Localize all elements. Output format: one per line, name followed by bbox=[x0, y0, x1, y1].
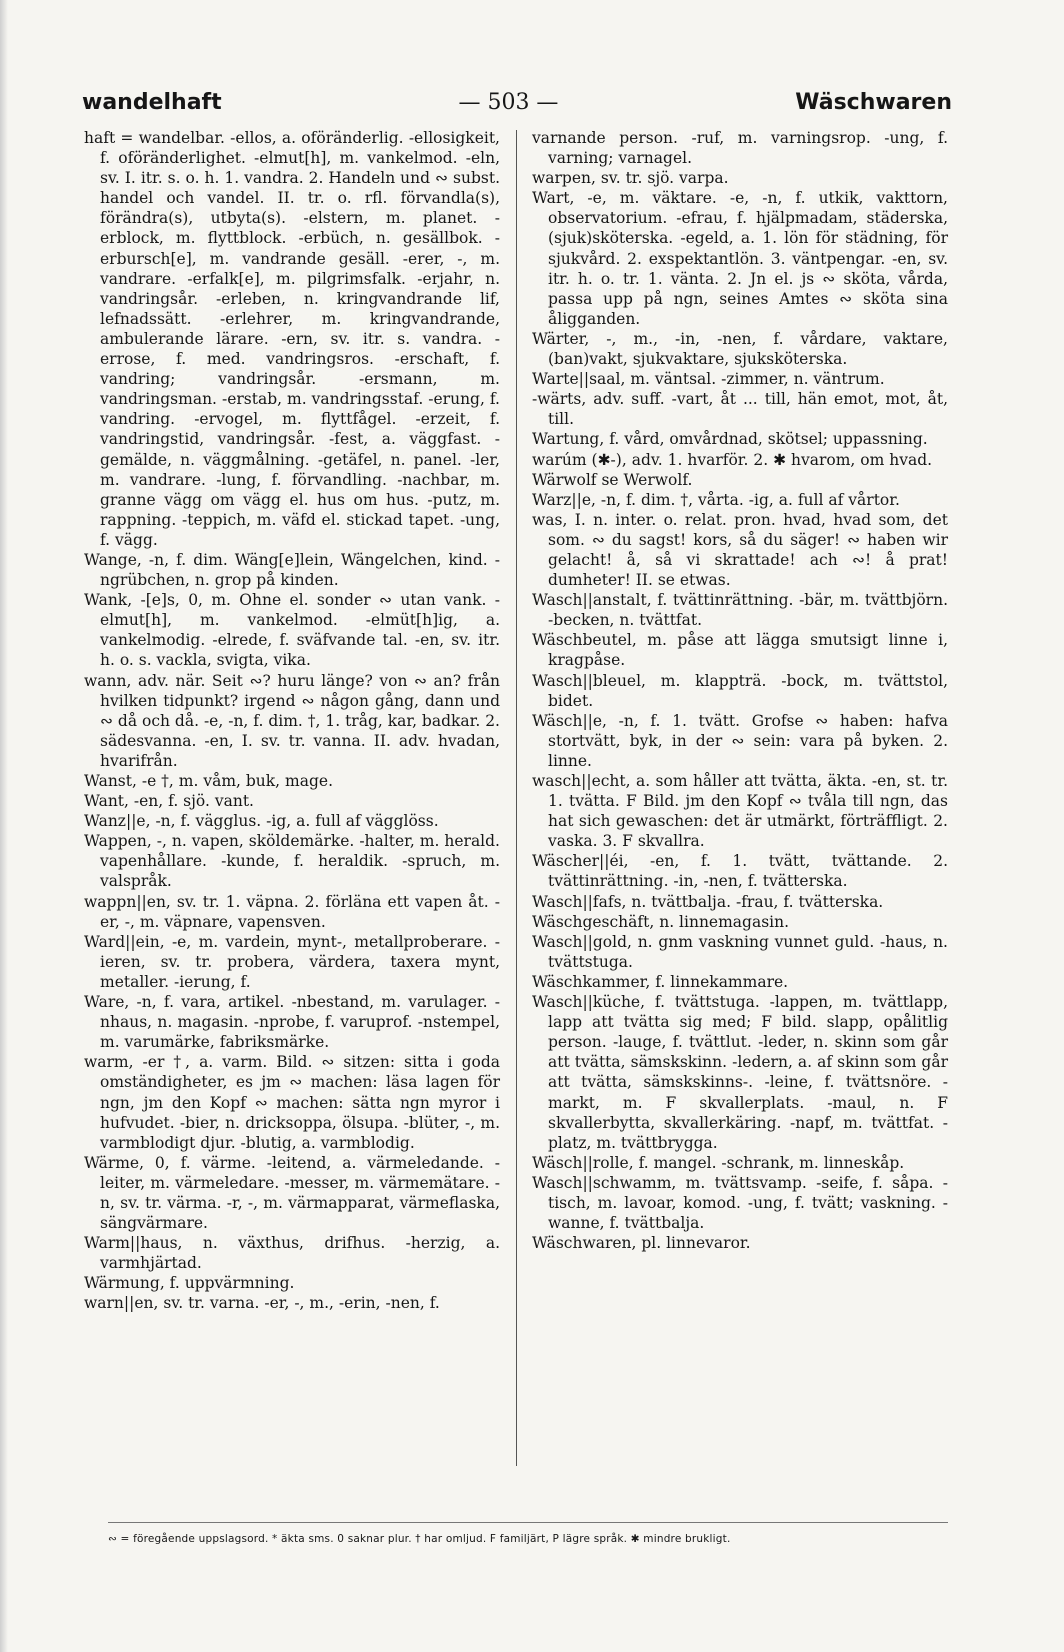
dictionary-entry: varnande person. -ruf, m. varningsrop. -ung, f. varning; varnagel. bbox=[532, 129, 948, 168]
dictionary-entry: haft = wandelbar. -ellos, a. oföränderlig. -ellosigkeit, f. oföränderlighet. -elmut[h], m. vankelmod. -eln, sv. I. itr. s. o. h. 1. vandra. 2. Handeln und ∾ subst. handel och vandel. II. tr. o. rfl. förvandla(s), förändra(s), utbyta(s). -elstern, m. planet. -erblock, m. flyttblock. -erbüch, n. gesällbok. -erbursch[e], m. vandrande gesäll. -erer, -, m. vandrare. -erfalk[e], m. pilgrimsfalk. -erjahr, n. vandringsår. -erleben, n. kringvandrande lif, lefnadssätt. -erlehrer, m. kringvandrande, ambulerande lärare. -ern, sv. itr. s. vandra. -errose, f. med. vandringsros. -erschaft, f. vandring; vandringsår. -ersmann, m. vandringsman. -erstab, m. vandringsstaf. -erung, f. vandring. -ervogel, m. flyttfågel. -erzeit, f. vandringstid, vandringsår. -fest, a. väggfast. -gemälde, n. väggmålning. -getäfel, n. panel. -ler, m. vandrare. -lung, f. förvandling. -nachbar, m. granne vägg om vägg el. hus om hus. -putz, m. rappning. -teppich, m. väfd el. stickad tapet. -ung, f. vägg. bbox=[84, 129, 500, 549]
dictionary-entry: Wärwolf se Werwolf. bbox=[532, 470, 693, 489]
dictionary-entry: wasch||echt, a. som håller att tvätta, äkta. -en, st. tr. 1. tvätta. F Bild. jm den Kopf ∾ tvåla till ngn, das hat sich gewaschen: det är utmärkt, förträffligt. 2. vaska. 3. F skvallra. bbox=[532, 772, 948, 851]
dictionary-entry: Wappen, -, n. vapen, sköldemärke. -halter, m. herald. vapenhållare. -kunde, f. heraldik. -spruch, m. valspråk. bbox=[84, 832, 500, 891]
dictionary-entry: warúm (✱-), adv. 1. hvarför. 2. ✱ hvarom, om hvad. bbox=[532, 450, 933, 469]
dictionary-entry: Wäschkammer, f. linnekammare. bbox=[532, 972, 789, 991]
dictionary-entry: Wank, -[e]s, 0, m. Ohne el. sonder ∾ utan vank. -elmut[h], m. vankelmod. -elmüt[h]ig, a. vankelmodig. -elrede, f. sväfvande tal. -en, sv. itr. h. o. s. vackla, svigta, vika. bbox=[84, 591, 500, 670]
page-edge bbox=[0, 0, 8, 1652]
dictionary-entry: warn||en, sv. tr. varna. -er, -, m., -erin, -nen, f. bbox=[84, 1294, 440, 1313]
dictionary-entry: Want, -en, f. sjö. vant. bbox=[84, 792, 254, 811]
dictionary-entry: Wäschwaren, pl. linnevaror. bbox=[532, 1234, 751, 1253]
page-header bbox=[82, 82, 952, 122]
dictionary-entry: Wanst, -e †, m. våm, buk, mage. bbox=[84, 772, 333, 790]
dictionary-entry: wann, adv. när. Seit ∾? huru länge? von ∾ an? från hvilken tidpunkt? irgend ∾ någon gång, dann und ∾ då och då. -e, -n, f. dim. †, 1. tråg, kar, badkar. 2. sädesvanna. -en, I. sv. tr. vanna. II. adv. hvadan, hvarifrån. bbox=[84, 671, 500, 770]
dictionary-entry: Wart, -e, m. väktare. -e, -n, f. utkik, vakttorn, observatorium. -efrau, f. hjälpmadam, städerska, (sjuk)sköterska. -egeld, a. 1. lön för städning, för sjukvård. 2. exspektantlön. 3. väntpengar. -en, sv. itr. h. o. tr. 1. vänta. 2. Jn el. js ∾ sköta, vårda, passa upp på ngn, seines Amtes ∾ sköta sina åligganden. bbox=[532, 189, 948, 328]
dictionary-entry: Wärmung, f. uppvärmning. bbox=[84, 1274, 295, 1293]
dictionary-entry: wappn||en, sv. tr. 1. väpna. 2. förläna ett vapen åt. -er, -, m. väpnare, vapensven. bbox=[84, 892, 500, 931]
dictionary-entry: Warm||haus, n. växthus, drifhus. -herzig, a. varmhjärtad. bbox=[84, 1234, 500, 1273]
dictionary-entry: Wasch||gold, n. gnm vaskning vunnet guld. -haus, n. tvättstuga. bbox=[532, 932, 948, 971]
column-divider bbox=[516, 130, 517, 1466]
dictionary-entry: Wärme, 0, f. värme. -leitend, a. värmeledande. -leiter, m. värmeledare. -messer, m. värmemätare. -n, sv. tr. värma. -r, -, m. värmapparat, värmeflaska, sängvärmare. bbox=[84, 1153, 500, 1233]
dictionary-columns bbox=[84, 128, 952, 1468]
dictionary-entry: Wärter, -, m., -in, -nen, f. vårdare, vaktare, (ban)vakt, sjukvaktare, sjuksköterska. bbox=[532, 329, 948, 369]
abbreviation-legend: ∾ = föregående uppslagsord. * äkta sms. 0 saknar plur. † har omljud. F familjärt, P lägre språk. ✱ mindre brukligt. bbox=[108, 1522, 948, 1545]
dictionary-entry: Wäscher||éi, -en, f. 1. tvätt, tvättande. 2. tvättinrättning. -in, -nen, f. tvätterska. bbox=[532, 852, 948, 891]
header-last-word: Wäschwaren bbox=[795, 89, 952, 115]
dictionary-entry: Ward||ein, -e, m. vardein, mynt-, metallproberare. -ieren, sv. tr. probera, värdera, taxera mynt, metaller. -ierung, f. bbox=[84, 932, 500, 991]
dictionary-entry: Wasch||fafs, n. tvättbalja. -frau, f. tvätterska. bbox=[532, 892, 884, 911]
dictionary-entry: Wasch||anstalt, f. tvättinrättning. -bär, m. tvättbjörn. -becken, n. tvättfat. bbox=[532, 591, 948, 630]
left-column bbox=[84, 128, 500, 1468]
dictionary-entry: Ware, -n, f. vara, artikel. -nbestand, m. varulager. -nhaus, n. magasin. -nprobe, f. varuprof. -nstempel, m. varumärke, fabriksmärke. bbox=[84, 993, 500, 1052]
dictionary-entry: Warte||saal, m. väntsal. -zimmer, n. väntrum. bbox=[532, 370, 885, 389]
dictionary-entry: Warz||e, -n, f. dim. †, vårta. -ig, a. full af vårtor. bbox=[532, 490, 900, 509]
dictionary-entry: Wäschgeschäft, n. linnemagasin. bbox=[532, 912, 790, 931]
dictionary-entry: Wasch||schwamm, m. tvättsvamp. -seife, f. såpa. -tisch, m. lavoar, komod. -ung, f. tvätt; vaskning. -wanne, f. tvättbalja. bbox=[532, 1173, 948, 1233]
dictionary-entry: Wartung, f. vård, omvårdnad, skötsel; uppassning. bbox=[532, 430, 928, 449]
header-first-word: wandelhaft bbox=[82, 89, 222, 115]
dictionary-entry: Wäschbeutel, m. påse att lägga smutsigt linne i, kragpåse. bbox=[532, 631, 948, 670]
dictionary-entry: Wasch||bleuel, m. klappträ. -bock, m. tvättstol, bidet. bbox=[532, 671, 948, 710]
dictionary-entry: Wäsch||e, -n, f. 1. tvätt. Grofse ∾ haben: hafva stortvätt, byk, in der ∾ sein: vara på byken. 2. linne. bbox=[532, 711, 948, 770]
page-number: — 503 — bbox=[458, 89, 559, 115]
dictionary-entry: Wäsch||rolle, f. mangel. -schrank, m. linneskåp. bbox=[532, 1153, 905, 1172]
right-column bbox=[532, 128, 948, 1468]
dictionary-entry: warm, -er †, a. varm. Bild. ∾ sitzen: sitta i goda omständigheter, es jm ∾ machen: läsa lagen för ngn, jm den Kopf ∾ machen: sätta ngn myror i hufvudet. -bier, n. dricksoppa, ölsupa. -blüter, -, m. varmblodigt djur. -blutig, a. varmblodig. bbox=[84, 1053, 500, 1152]
dictionary-entry: was, I. n. inter. o. relat. pron. hvad, hvad som, det som. ∾ du sagst! kors, så du säger! ∾ haben wir gelacht! å, så vi skrattade! ach ∾! å prat! dumheter! II. se etwas. bbox=[532, 510, 948, 590]
dictionary-entry: -wärts, adv. suff. -vart, åt ... till, hän emot, mot, åt, till. bbox=[532, 390, 948, 429]
dictionary-entry: Wanz||e, -n, f. vägglus. -ig, a. full af vägglöss. bbox=[84, 812, 439, 831]
dictionary-entry: warpen, sv. tr. sjö. varpa. bbox=[532, 169, 729, 188]
dictionary-entry: Wasch||küche, f. tvättstuga. -lappen, m. tvättlapp, lapp att tvätta sig med; F bild. slapp, opålitlig person. -lauge, f. tvättlut. -leder, n. skinn som går att tvätta, sämskskinn. -ledern, a. af skinn som går att tvätta, sämskskinns-. -leine, f. tvättsnöre. -markt, m. F skvallerplats. -maul, n. F skvallerbytta, skvallerkäring. -napf, m. tvättfat. -platz, m. tvättbrygga. bbox=[532, 993, 948, 1152]
dictionary-entry: Wange, -n, f. dim. Wäng[e]lein, Wängelchen, kind. -ngrübchen, n. grop på kinden. bbox=[84, 550, 500, 590]
